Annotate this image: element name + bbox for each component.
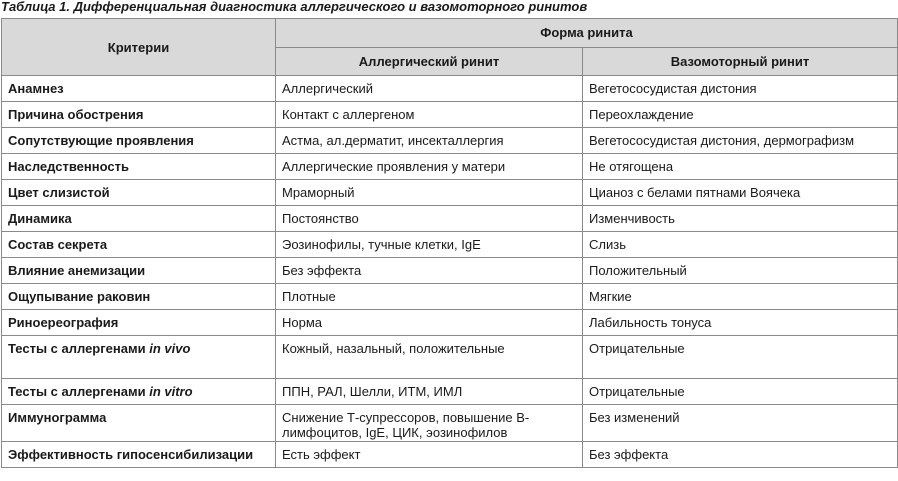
allergic-cell: Контакт с аллергеном bbox=[276, 102, 583, 128]
criterion-cell: Наследственность bbox=[2, 154, 276, 180]
vasomotor-cell: Цианоз с белами пятнами Воячека bbox=[583, 180, 898, 206]
allergic-cell: ППН, РАЛ, Шелли, ИТМ, ИМЛ bbox=[276, 379, 583, 405]
allergic-cell: Снижение Т-супрессоров, повышение В-лимфоцитов, IgE, ЦИК, эозинофилов bbox=[276, 405, 583, 442]
table-row bbox=[2, 180, 898, 206]
vasomotor-cell: Вегетососудистая дистония, дермографизм bbox=[583, 128, 898, 154]
vasomotor-cell: Лабильность тонуса bbox=[583, 310, 898, 336]
header-criteria: Критерии bbox=[2, 19, 276, 76]
criterion-prefix: Тесты с аллергенами bbox=[8, 341, 150, 356]
table-row bbox=[2, 442, 898, 468]
header-allergic: Аллергический ринит bbox=[276, 47, 583, 76]
allergic-cell: Кожный, назальный, положительные bbox=[276, 336, 583, 379]
header-form: Форма ринита bbox=[276, 19, 898, 48]
table-row bbox=[2, 379, 898, 405]
vasomotor-cell: Без изменений bbox=[583, 405, 898, 442]
allergic-cell: Астма, ал.дерматит, инсекталлергия bbox=[276, 128, 583, 154]
allergic-cell: Без эффекта bbox=[276, 258, 583, 284]
table-row bbox=[2, 405, 898, 442]
table-row bbox=[2, 128, 898, 154]
vasomotor-cell: Изменчивость bbox=[583, 206, 898, 232]
criterion-cell: Риноереография bbox=[2, 310, 276, 336]
vasomotor-cell: Мягкие bbox=[583, 284, 898, 310]
differential-diagnosis-table bbox=[1, 18, 898, 468]
table-row bbox=[2, 76, 898, 102]
criterion-emphasis: in vitro bbox=[149, 384, 193, 399]
allergic-cell: Мраморный bbox=[276, 180, 583, 206]
table-row bbox=[2, 310, 898, 336]
vasomotor-cell: Не отягощена bbox=[583, 154, 898, 180]
table-row bbox=[2, 154, 898, 180]
allergic-cell: Постоянство bbox=[276, 206, 583, 232]
criterion-cell bbox=[2, 336, 276, 379]
criterion-cell: Ощупывание раковин bbox=[2, 284, 276, 310]
table-row bbox=[2, 102, 898, 128]
vasomotor-cell: Переохлаждение bbox=[583, 102, 898, 128]
allergic-cell: Есть эффект bbox=[276, 442, 583, 468]
criterion-cell bbox=[2, 379, 276, 405]
table-row bbox=[2, 258, 898, 284]
header-vasomotor: Вазомоторный ринит bbox=[583, 47, 898, 76]
allergic-cell: Аллергические проявления у матери bbox=[276, 154, 583, 180]
vasomotor-cell: Отрицательные bbox=[583, 379, 898, 405]
criterion-cell: Цвет слизистой bbox=[2, 180, 276, 206]
allergic-cell: Эозинофилы, тучные клетки, IgE bbox=[276, 232, 583, 258]
vasomotor-cell: Отрицательные bbox=[583, 336, 898, 379]
allergic-cell: Плотные bbox=[276, 284, 583, 310]
criterion-cell: Эффективность гипосенсибилизации bbox=[2, 442, 276, 468]
allergic-cell: Аллергический bbox=[276, 76, 583, 102]
criterion-cell: Анамнез bbox=[2, 76, 276, 102]
vasomotor-cell: Положительный bbox=[583, 258, 898, 284]
vasomotor-cell: Слизь bbox=[583, 232, 898, 258]
vasomotor-cell: Вегетососудистая дистония bbox=[583, 76, 898, 102]
criterion-cell: Влияние анемизации bbox=[2, 258, 276, 284]
table-row bbox=[2, 206, 898, 232]
vasomotor-cell: Без эффекта bbox=[583, 442, 898, 468]
criterion-cell: Причина обострения bbox=[2, 102, 276, 128]
criterion-cell: Сопутствующие проявления bbox=[2, 128, 276, 154]
table-row bbox=[2, 336, 898, 379]
allergic-cell: Норма bbox=[276, 310, 583, 336]
table-row bbox=[2, 284, 898, 310]
criterion-prefix: Тесты с аллергенами bbox=[8, 384, 150, 399]
criterion-cell: Состав секрета bbox=[2, 232, 276, 258]
criterion-cell: Иммунограмма bbox=[2, 405, 276, 442]
table-row bbox=[2, 232, 898, 258]
criterion-emphasis: in vivo bbox=[149, 341, 191, 356]
table-caption: Таблица 1. Дифференциальная диагностика аллергического и вазомоторного ринитов bbox=[1, 0, 588, 14]
criterion-cell: Динамика bbox=[2, 206, 276, 232]
